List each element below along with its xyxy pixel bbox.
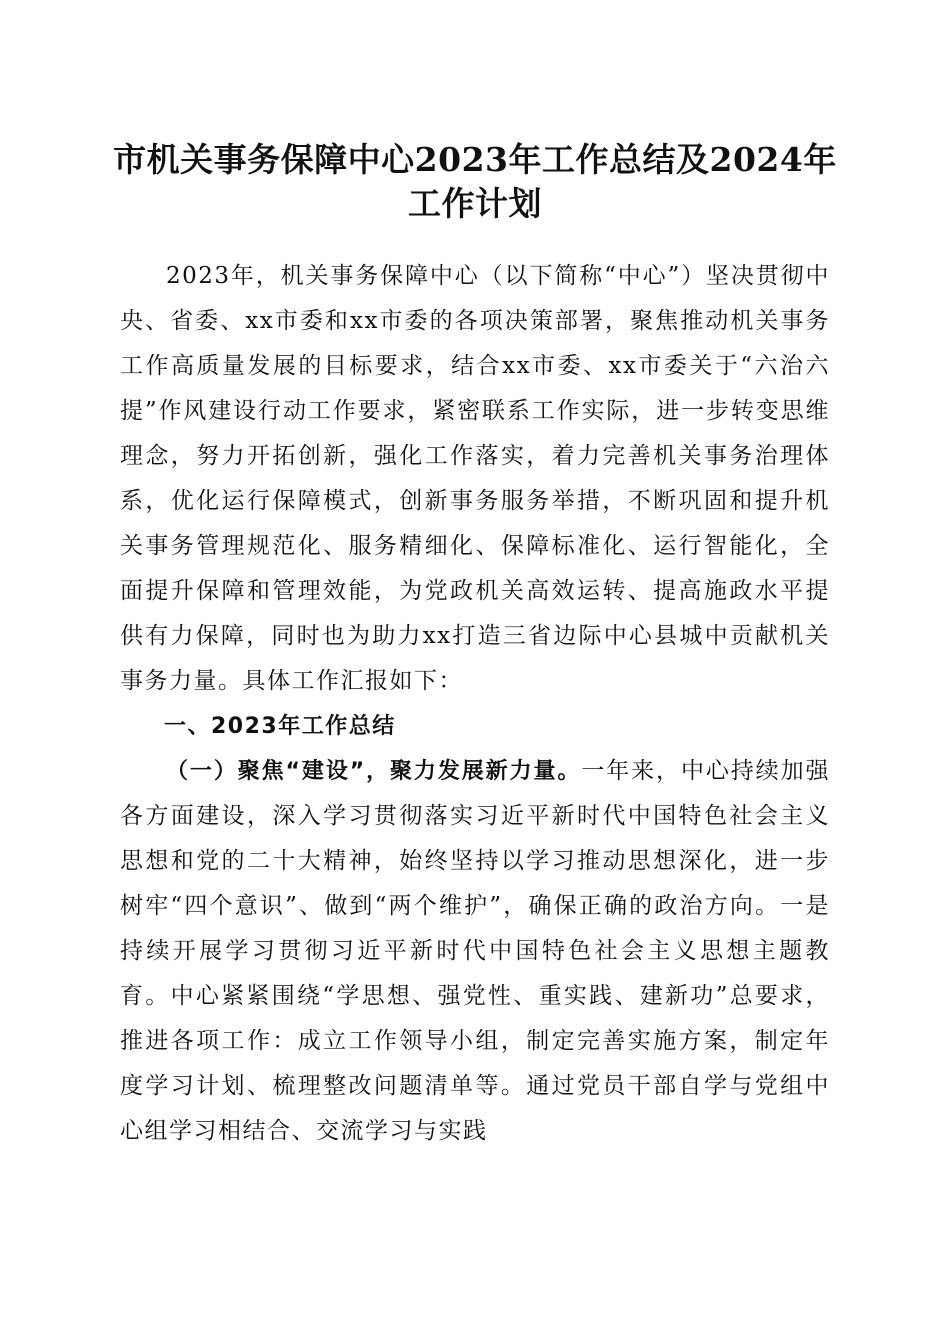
- section-heading: 一、2023年工作总结: [164, 714, 396, 739]
- document-title: 市机关事务保障中心2023年工作总结及2024年工作计划: [113, 140, 837, 223]
- document-body: [120, 254, 830, 1154]
- subsection-heading: （一）聚焦“建设”，聚力发展新力量。: [166, 759, 582, 784]
- subsection-text: 一年来，中心持续加强各方面建设，深入学习贯彻落实习近平新时代中国特色社会主义思想和党的二十大精神，始终坚持以学习推动思想深化，进一步树牢“四个意识”、做到“两个维护”，确保正确的政治方向。一是持续开展学习贯彻习近平新时代中国特色社会主义思想主题教育。中心紧紧围绕“学思想、强党性、重实践、建新功”总要求，推进各项工作：成立工作领导小组，制定完善实施方案，制定年度学习计划、梳理整改问题清单等。通过党员干部自学与党组中心组学习相结合、交流学习与实践: [120, 758, 831, 1144]
- subsection-paragraph: [120, 749, 830, 1154]
- intro-paragraph: 2023年，机关事务保障中心（以下简称“中心”）坚决贯彻中央、省委、xx市委和xx市委的各项决策部署，聚焦推动机关事务工作高质量发展的目标要求，结合xx市委、xx市委关于“六治六提”作风建设行动工作要求，紧密联系工作实际，进一步转变思维理念，努力开拓创新，强化工作落实，着力完善机关事务治理体系，优化运行保障模式，创新事务服务举措，不断巩固和提升机关事务管理规范化、服务精细化、保障标准化、运行智能化，全面提升保障和管理效能，为党政机关高效运转、提高施政水平提供有力保障，同时也为助力xx打造三省边际中心县城中贡献机关事务力量。具体工作汇报如下：: [120, 263, 830, 694]
